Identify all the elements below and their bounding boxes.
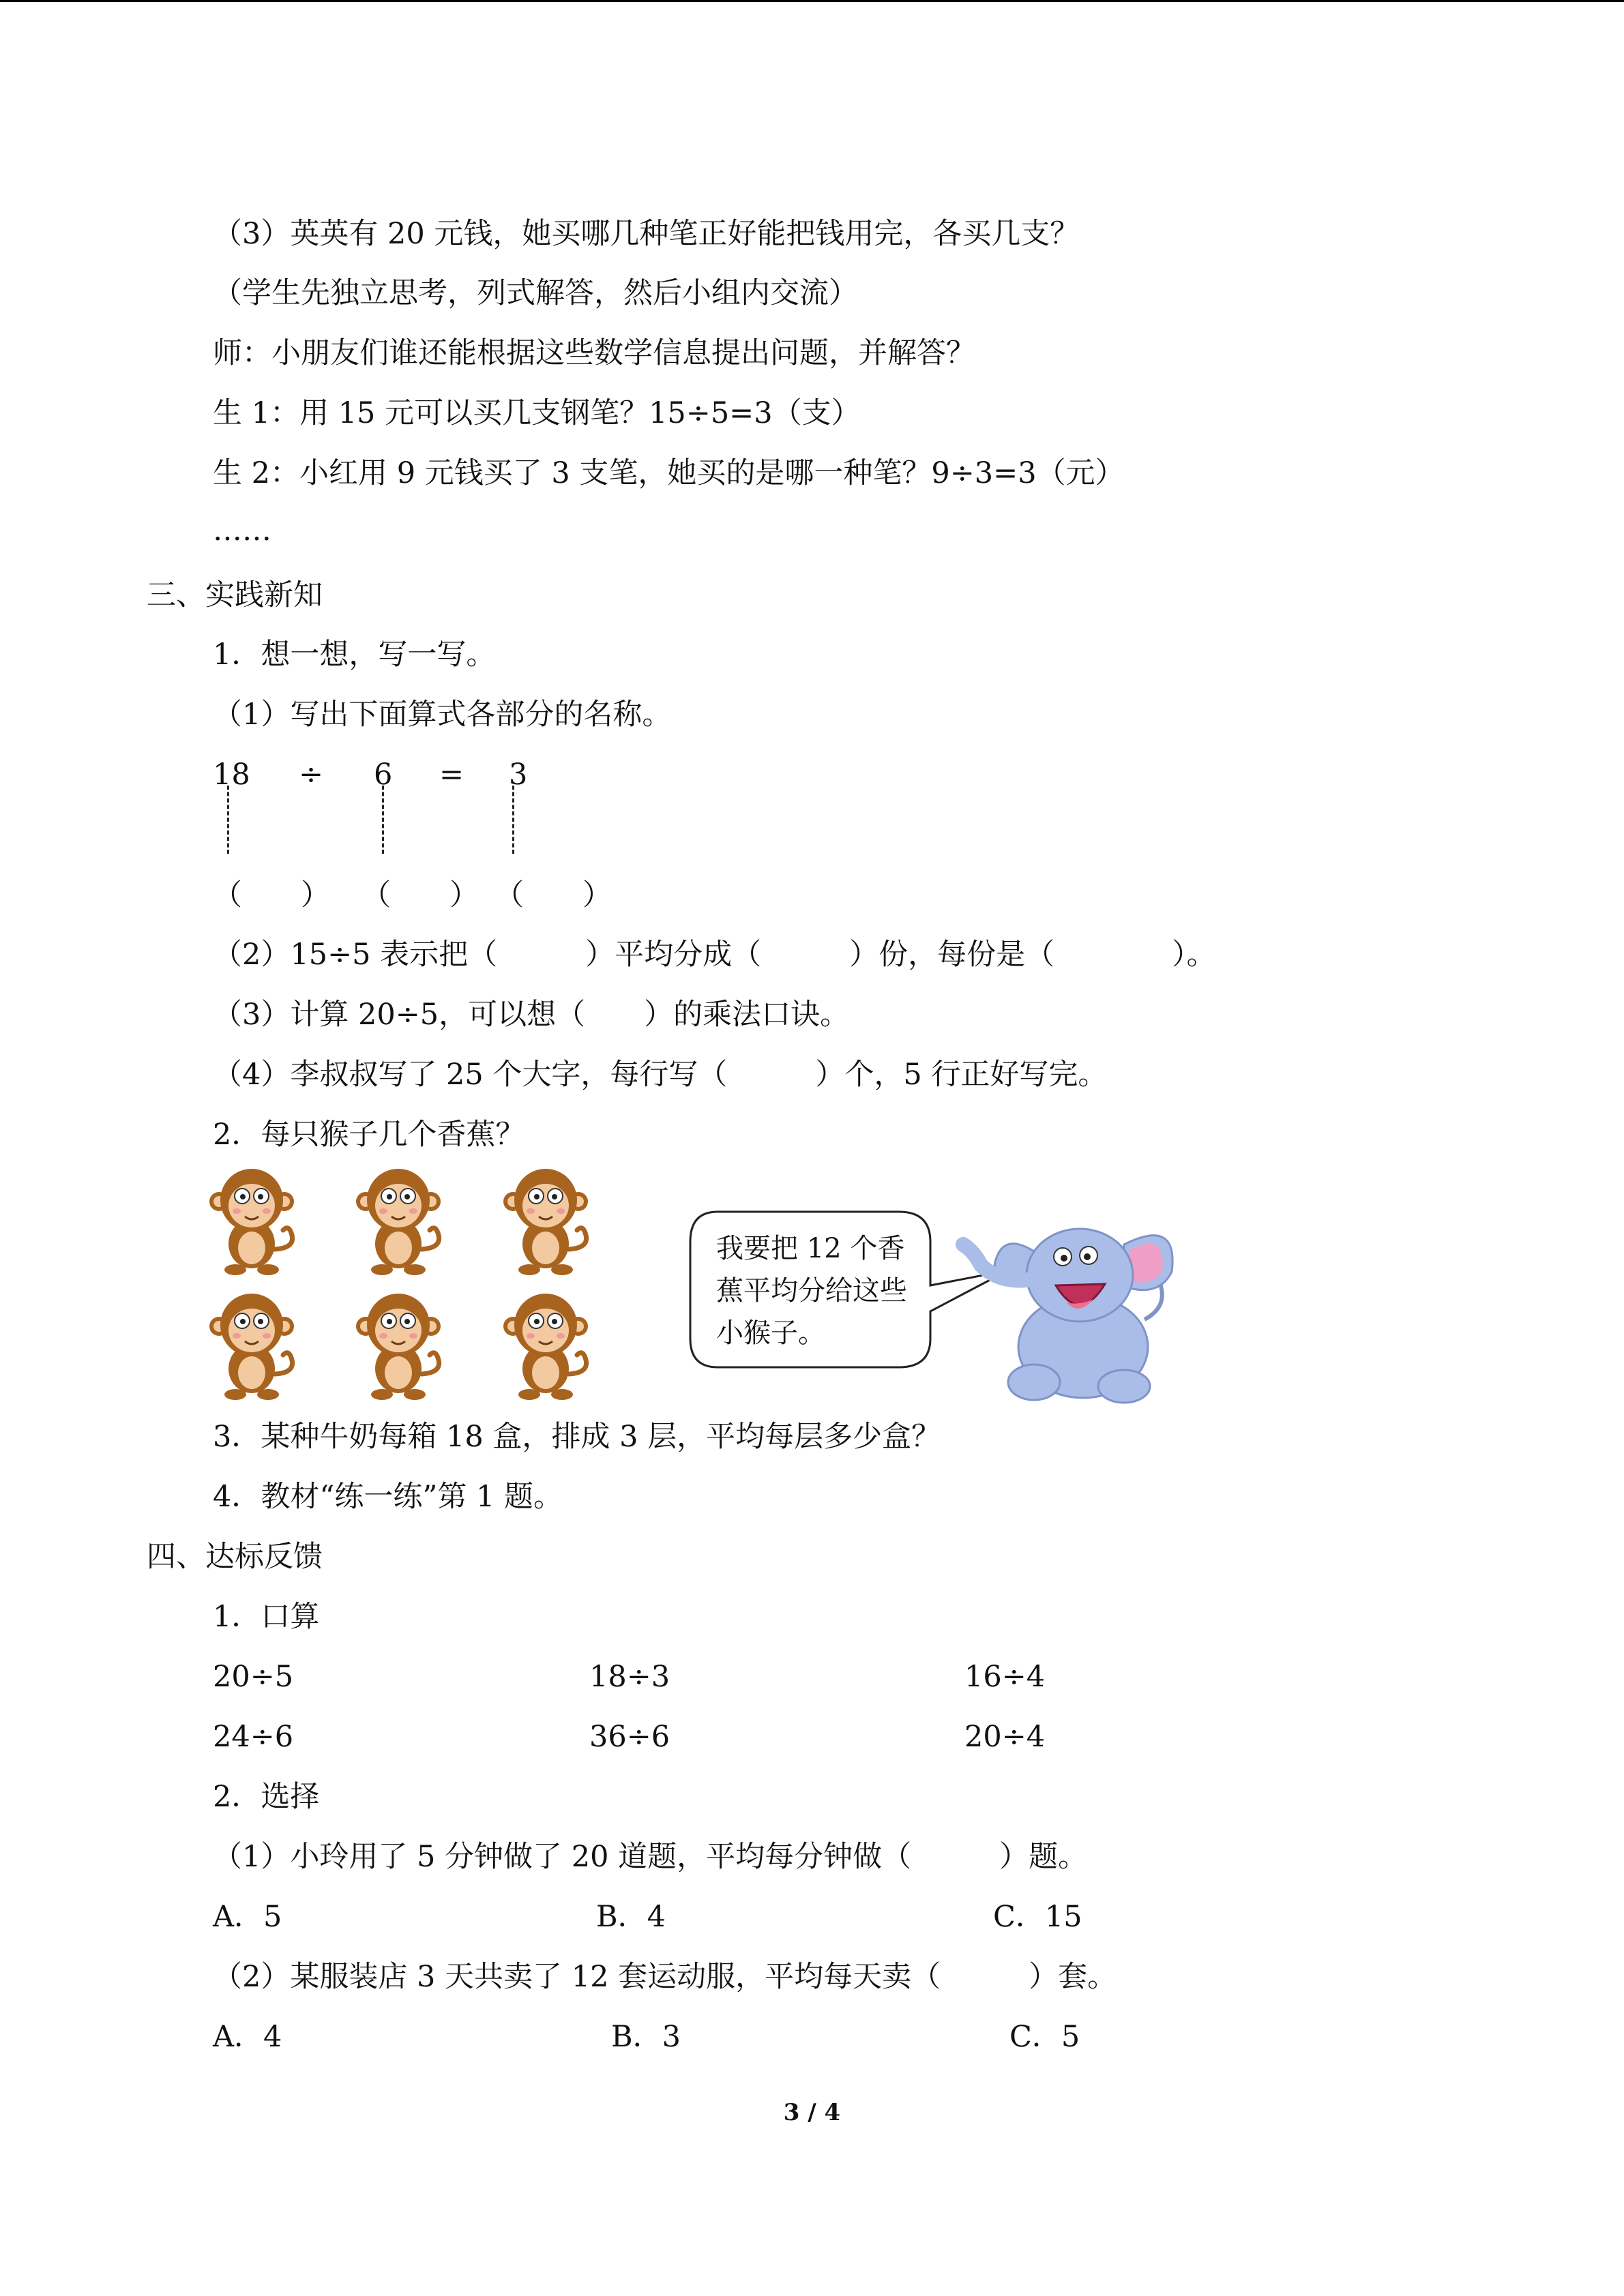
question-1-part-2: （2）15÷5 表示把（ ）平均分成（ ）份，每份是（ ）。 [213, 938, 1216, 972]
oral-item: 24÷6 [213, 1720, 294, 1754]
section-heading-3: 三、实践新知 [147, 578, 323, 612]
choice-option: A．4 [213, 2020, 282, 2054]
oral-item: 16÷4 [964, 1660, 1046, 1694]
text-line-2: （学生先独立思考，列式解答，然后小组内交流） [213, 276, 858, 310]
choice-question-1: （1）小玲用了 5 分钟做了 20 道题，平均每分钟做（ ）题。 [213, 1840, 1088, 1874]
practice-1-oral: 1．口算 [213, 1600, 320, 1634]
equation-dividend: 18 [213, 758, 250, 792]
equation-equals-sign: = [439, 758, 464, 792]
choice-option: C．5 [1009, 2020, 1080, 2054]
section-heading-4: 四、达标反馈 [147, 1540, 323, 1574]
equation-quotient: 3 [509, 758, 528, 792]
name-blank-1: （ ） [213, 878, 330, 912]
question-1-part-4: （4）李叔叔写了 25 个大字，每行写（ ）个，5 行正好写完。 [213, 1058, 1108, 1092]
question-3: 3．某种牛奶每箱 18 盒，排成 3 层，平均每层多少盒？ [213, 1420, 941, 1454]
page-top-border [0, 0, 1624, 2]
practice-2-choice: 2．选择 [213, 1780, 320, 1814]
oral-item: 20÷4 [964, 1720, 1046, 1754]
question-1-part-1: （1）写出下面算式各部分的名称。 [213, 698, 672, 732]
choice-option: A．5 [213, 1900, 282, 1934]
choice-option: B．4 [596, 1900, 666, 1934]
question-1: 1．想一想，写一写。 [213, 638, 496, 672]
monkey-icon [503, 1292, 592, 1401]
monkey-icon [356, 1167, 445, 1277]
oral-item: 18÷3 [589, 1660, 670, 1694]
monkey-icon [356, 1292, 445, 1401]
oral-item: 20÷5 [213, 1660, 294, 1694]
monkey-icon [209, 1292, 298, 1401]
dashed-guide-1 [227, 786, 229, 854]
choice-question-2: （2）某服装店 3 天共卖了 12 套运动服，平均每天卖（ ）套。 [213, 1960, 1117, 1994]
text-line-4: 生 1：用 15 元可以买几支钢笔？15÷5=3（支） [213, 396, 861, 430]
name-blank-3: （ ） [494, 878, 612, 912]
text-line-3: 师：小朋友们谁还能根据这些数学信息提出问题，并解答？ [213, 336, 975, 370]
dashed-guide-2 [382, 786, 384, 854]
text-line-1: （3）英英有 20 元钱，她买哪几种笔正好能把钱用完，各买几支？ [213, 217, 1080, 251]
text-line-5: 生 2：小红用 9 元钱买了 3 支笔，她买的是哪一种笔？9÷3=3（元） [213, 456, 1125, 490]
equation-divide-sign: ÷ [299, 758, 324, 792]
question-4: 4．教材“练一练”第 1 题。 [213, 1480, 563, 1514]
equation-divisor: 6 [374, 758, 393, 792]
question-1-part-3: （3）计算 20÷5，可以想（ ）的乘法口诀。 [213, 998, 850, 1032]
speech-text: 我要把 12 个香蕉平均分给这些小猴子。 [716, 1233, 907, 1349]
page-number: 3 / 4 [783, 2099, 841, 2126]
name-blank-2: （ ） [361, 878, 479, 912]
dashed-guide-3 [512, 786, 514, 854]
oral-item: 36÷6 [589, 1720, 670, 1754]
monkey-icon [503, 1167, 592, 1277]
monkey-icon [209, 1167, 298, 1277]
choice-option: B．3 [611, 2020, 681, 2054]
choice-option: C．15 [993, 1900, 1082, 1934]
question-2: 2．每只猴子几个香蕉？ [213, 1118, 525, 1152]
elephant-icon [954, 1204, 1179, 1408]
text-line-ellipsis: …… [213, 513, 271, 548]
